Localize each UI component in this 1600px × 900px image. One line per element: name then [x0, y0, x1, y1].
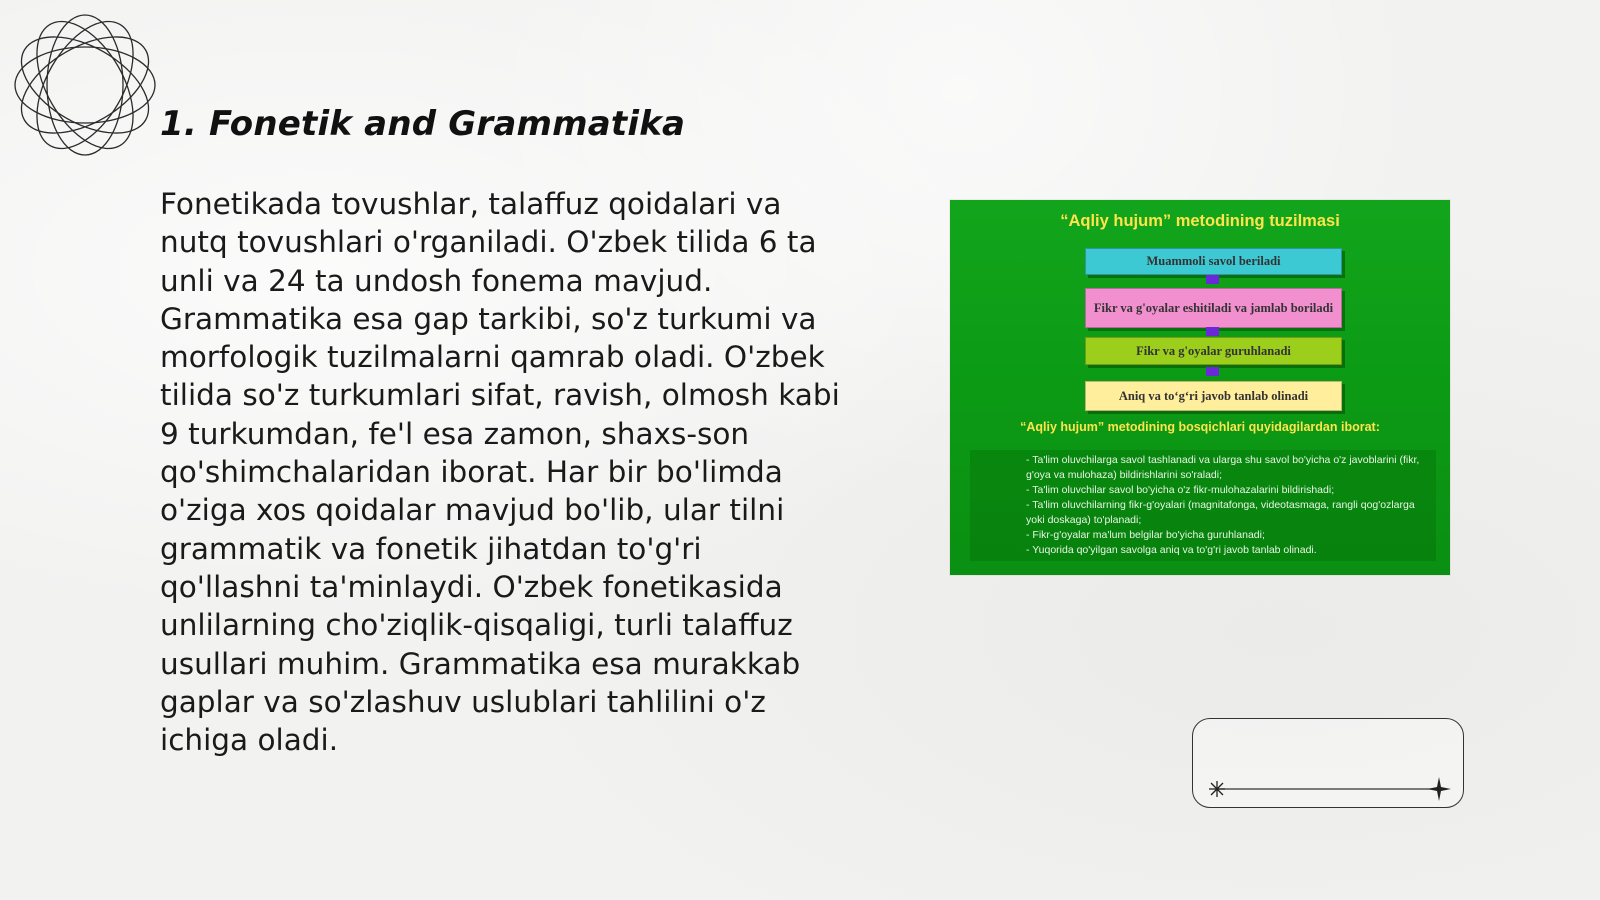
slide-body-text: Fonetikada tovushlar, talaffuz qoidalari va nutq tovushlari o'rganiladi. O'zbek tilida 6 ta unli va 24 ta undosh fonema mavjud. Grammatika esa gap tarkibi, so'z turkumi va morfologik tuzilmalarni qamrab oladi. O'zbek tilida so'z turkumlari sifat, ravish, olmosh kabi 9 turkumdan, fe'l esa zamon, shaxs-son qo'shimchalaridan iborat. Har bir bo'limda o'ziga xos qoidalar mavjud bo'lib, ular tilni grammatik va fonetik jihatdan to'g'ri qo'llashni ta'minlaydi. O'zbek fonetikasida unlilarning cho'ziqlik-qisqaligi, turli talaffuz usullari muhim. Grammatika esa murakkab gaplar va so'zlashuv uslublari tahlilini o'z ichiga oladi.	[160, 187, 840, 758]
diagram-step-3: Fikr va g'oyalar guruhlanadi	[1085, 337, 1342, 365]
list-item: - Yuqorida qo'yilgan savolga aniq va to'g'ri javob tanlab olinadi.	[1026, 544, 1317, 556]
decorative-card	[1192, 718, 1464, 808]
slide-title: 1. Fonetik and Grammatika	[160, 104, 686, 144]
card-line-graphic	[1193, 719, 1465, 809]
list-item: - Fikr-g'oyalar ma'lum belgilar bo'yicha guruhlanadi;	[1026, 529, 1265, 541]
list-item: - Ta'lim oluvchilarga savol tashlanadi va ularga shu savol bo'yicha o'z javoblarini (fikr, g'oya va mulohaza) bildirishlarini so'raladi;	[1026, 454, 1420, 481]
list-item: - Ta'lim oluvchilar savol bo'yicha o'z fikr-mulohazalarini bildirishadi;	[1026, 484, 1335, 496]
interlaced-circles-icon	[10, 10, 160, 160]
diagram-step-4: Aniq va to‘g‘ri javob tanlab olinadi	[1085, 381, 1342, 411]
down-arrow-icon	[1206, 367, 1219, 376]
diagram-subtitle: “Aqliy hujum” metodining bosqichlari quyidagilardan iborat:	[1020, 420, 1380, 434]
diagram-step-1: Muammoli savol beriladi	[1085, 248, 1342, 275]
diagram-title: “Aqliy hujum” metodining tuzilmasi	[1060, 212, 1340, 230]
diagram-stage-list	[970, 450, 1436, 561]
sparkle-icon	[1209, 781, 1225, 797]
star-icon	[1427, 777, 1451, 801]
brainstorm-diagram-image	[950, 200, 1450, 575]
list-item: - Ta'lim oluvchilarning fikr-g'oyalari (magnitafonga, videotasmaga, rangli qog'ozlarga yoki doskaga) to'planadi;	[1026, 499, 1415, 526]
diagram-step-2: Fikr va g'oyalar eshitiladi va jamlab boriladi	[1085, 288, 1342, 328]
down-arrow-icon	[1206, 327, 1219, 336]
down-arrow-icon	[1206, 275, 1219, 284]
